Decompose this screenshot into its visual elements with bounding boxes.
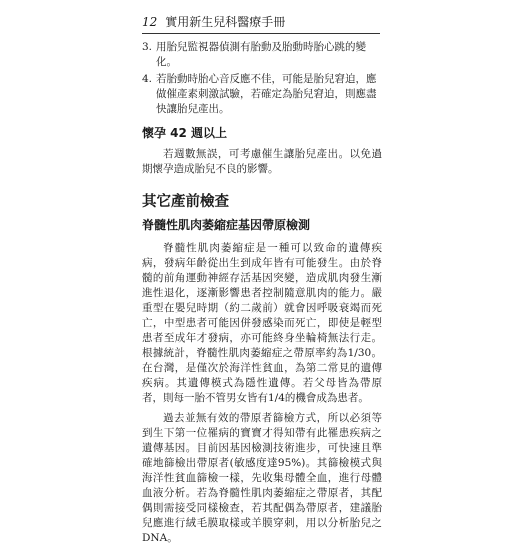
section-heading-post-term: 懷孕 42 週以上 [142,126,228,140]
list-item-number: 4. [142,73,153,85]
list-item-text: 用胎兒監視器偵測有胎動及胎動時胎心跳的變化。 [156,41,366,68]
subsection-heading-sma: 脊髓性肌肉萎縮症基因帶原檢測 [142,218,311,232]
page-content [142,40,382,551]
list-item [142,40,382,70]
running-header [142,10,380,34]
list-item-number: 3. [142,41,153,53]
section-paragraph: 若週數無誤，可考慮催生讓胎兒產出。以免過期懷孕造成胎兒不良的影響。 [142,148,382,175]
list-item-text: 若胎動時胎心音反應不佳，可能是胎兒窘迫，應做催產素刺激試驗，若確定為胎兒窘迫，則應盡快讓胎兒產出。 [156,73,377,115]
list-item [142,72,382,117]
book-title: 實用新生兒科醫療手冊 [165,15,286,29]
page-number: 12 [142,15,158,29]
sma-paragraph-2: 過去並無有效的帶原者篩檢方式，所以必須等到生下第一位罹病的寶寶才得知帶有此罹患疾病之遺傳基因。目前因基因檢測技術進步，可快速且準確地篩檢出帶原者(敏感度達95%)。其篩檢模式與海洋性貧血篩檢一樣，先收集母體全血，進行母體血液分析。若為脊髓性肌肉萎縮症之帶原者，其配偶則需接受同樣檢查，若其配偶為帶原者，建議胎兒應進行絨毛膜取樣或羊膜穿刺，用以分析胎兒之 DNA。 [142,412,382,544]
sma-paragraph-1: 脊髓性肌肉萎縮症是一種可以致命的遺傳疾病，發病年齡從出生到成年皆有可能發生。由於脊髓的前角運動神經存活基因突變，造成肌肉發生漸進性退化，逐漸影響患者控制隨意肌肉的能力。嚴重型在嬰兒時期（約二歲前）就會因呼吸衰竭而死亡，中型患者可能因併發感染而死亡，即使是輕型患者至成年才發病，亦可能終身坐輪椅無法行走。根據統計，脊髓性肌肉萎縮症之帶原率約為1/30。在台灣，是僅次於海洋性貧血，為第二常見的遺傳疾病。其遺傳模式為隱性遺傳。若父母皆為帶原者，則每一胎不管男女皆有1/4的機會成為患者。 [142,242,382,404]
chapter-heading: 其它產前檢查 [142,194,229,210]
